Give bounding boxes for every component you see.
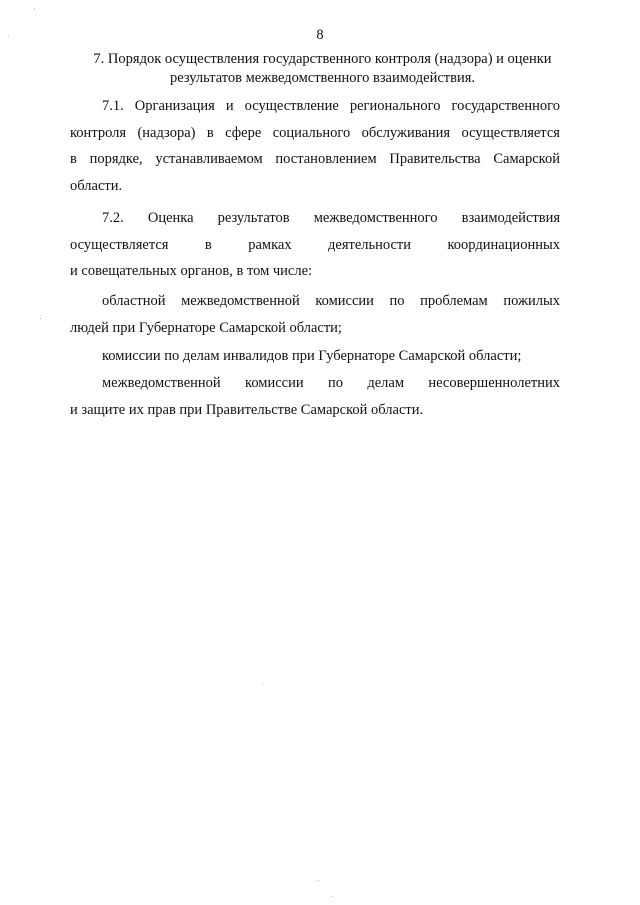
page-number: 8	[316, 27, 324, 43]
word: в	[70, 151, 77, 167]
word: контроля	[70, 124, 127, 141]
word: 7.2.	[102, 210, 124, 226]
list-item-1-line-2: людей при Губернаторе Самарской области;	[70, 319, 342, 336]
word: делам	[367, 375, 404, 391]
word: проблемам	[420, 293, 488, 309]
section-heading	[70, 50, 575, 88]
word: Правительства	[389, 151, 481, 167]
paragraph-7-2-line-1	[70, 205, 560, 232]
word: государственного	[451, 98, 560, 114]
scan-speck	[8, 36, 9, 37]
paragraph-7-1-line-3	[70, 146, 560, 173]
word: осуществляется	[70, 236, 169, 253]
word: результатов	[217, 210, 290, 226]
word: 7.1.	[102, 98, 124, 114]
word: по	[327, 375, 343, 391]
paragraph-7-1-line-2	[70, 120, 560, 147]
list-item-disability-commission	[70, 343, 560, 370]
word: обслуживания	[361, 124, 451, 141]
paragraph-7-1	[70, 93, 560, 199]
paragraph-7-1-line-1	[70, 93, 560, 120]
word: областной	[102, 293, 166, 309]
word: межведомственного	[313, 210, 438, 226]
word: пожилых	[503, 293, 560, 309]
word: рамках	[248, 236, 292, 253]
scan-speck	[318, 880, 319, 881]
paragraph-7-2-line-3: и совещательных органов, в том числе:	[70, 263, 313, 279]
word: и	[225, 98, 234, 114]
word: Оценка	[147, 210, 194, 226]
scan-speck	[34, 8, 35, 9]
word: в	[204, 236, 212, 253]
word: постановлением	[275, 151, 377, 167]
word: порядке,	[89, 151, 143, 167]
word: несовершеннолетних	[428, 375, 560, 391]
word: регионального	[349, 98, 441, 114]
word: сфере	[225, 124, 262, 141]
list-item-3-line-2: и защите их прав при Правительстве Самарской области.	[70, 401, 424, 418]
list-item-minors-commission	[70, 370, 560, 423]
list-item-3-line-1	[70, 370, 560, 397]
section-heading-line-2: результатов межведомственного взаимодействия.	[169, 70, 476, 86]
word: межведомственной	[181, 293, 300, 309]
list-item-2-line-1: комиссии по делам инвалидов при Губернаторе Самарской области;	[102, 348, 522, 364]
list-item-regional-commission	[70, 288, 560, 341]
list-item-1-line-1	[70, 288, 560, 315]
word: осуществление	[244, 98, 339, 114]
word: комиссии	[245, 375, 304, 391]
scan-speck	[332, 896, 333, 897]
paragraph-7-2-line-2	[70, 232, 560, 259]
paragraph-7-1-line-4: области.	[70, 177, 123, 194]
word: взаимодействия	[461, 210, 560, 226]
word: в	[206, 124, 214, 141]
word: межведомственной	[102, 375, 221, 391]
word: Организация	[134, 98, 215, 114]
word: Самарской	[493, 151, 560, 167]
word: социального	[272, 124, 351, 141]
scan-speck	[262, 683, 263, 684]
section-heading-line-1: 7. Порядок осуществления государственного контроля (надзора) и оценки	[93, 51, 552, 67]
word: осуществляется	[461, 124, 560, 141]
scan-speck	[40, 318, 41, 319]
word: по	[389, 293, 405, 309]
paragraph-7-2	[70, 205, 560, 285]
word: комиссии	[315, 293, 374, 309]
word: (надзора)	[137, 124, 196, 141]
word: координационных	[447, 236, 560, 253]
word: устанавливаемом	[155, 151, 263, 167]
word: деятельности	[328, 236, 412, 253]
